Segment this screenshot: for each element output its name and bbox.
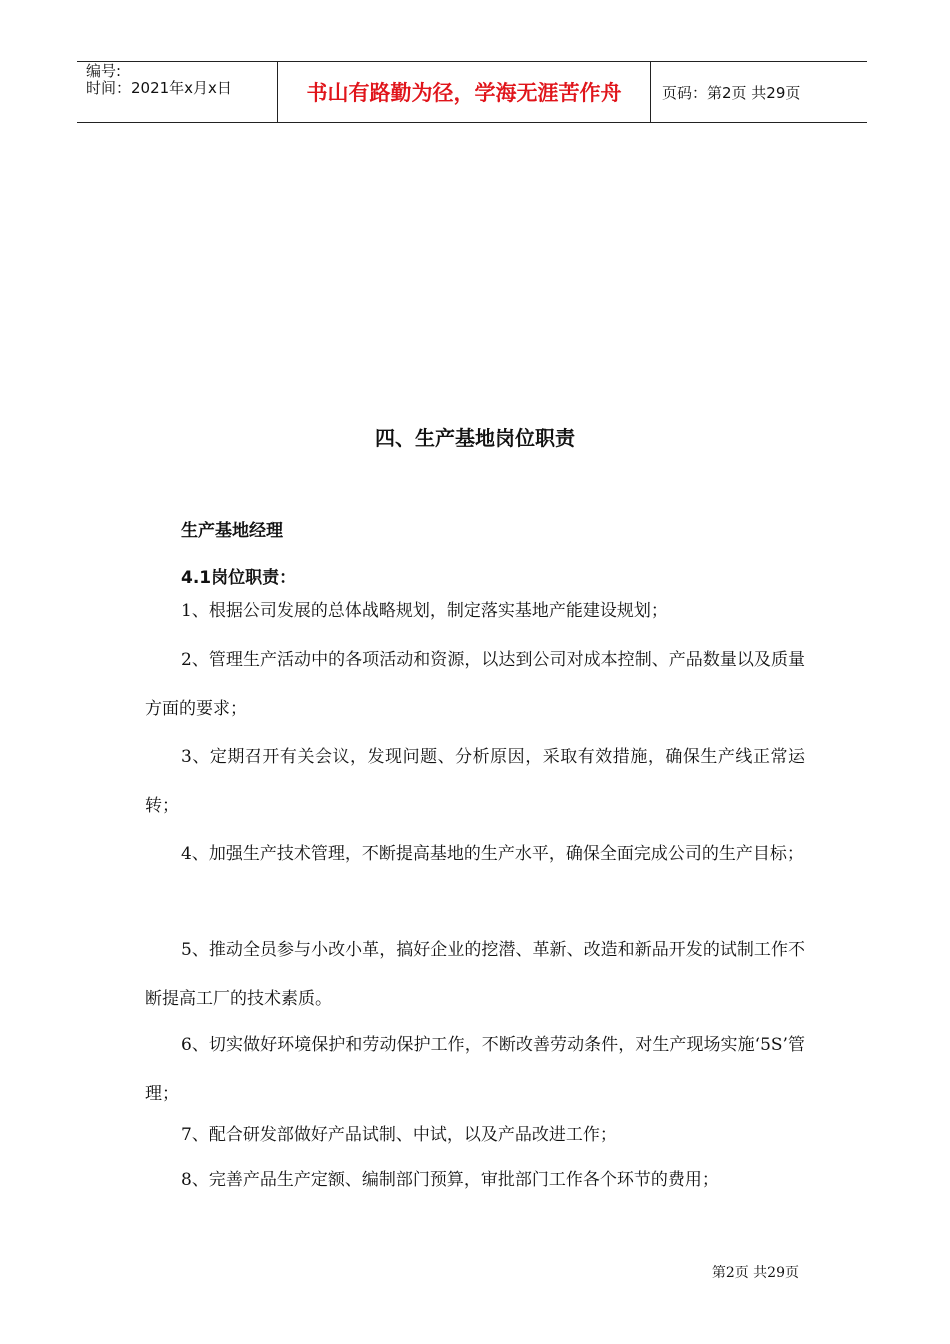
duty-item-5: 5、推动全员参与小改小革，搞好企业的挖潜、革新、改造和新品开发的试制工作不断提高工厂的技术素质。 (145, 940, 805, 1009)
page-footer: 第2页 共29页 (711, 1265, 799, 1281)
number-label: 编号: (86, 62, 122, 80)
duty-item-4: 4、加强生产技术管理，不断提高基地的生产水平，确保全面完成公司的生产目标； (181, 844, 804, 864)
duty-item-6: 6、切实做好环境保护和劳动保护工作，不断改善劳动条件，对生产现场实施‘5S’管理； (145, 1035, 805, 1104)
header-page-info: 页码：第2页 共29页 (662, 83, 801, 102)
page-header (77, 61, 867, 123)
duty-item-7: 7、配合研发部做好产品试制、中试，以及产品改进工作； (181, 1125, 617, 1145)
time-label: 时间：2021年x月x日 (86, 79, 232, 97)
role-title: 生产基地经理 (181, 521, 283, 541)
section-title: 四、生产基地岗位职责 (375, 426, 575, 450)
duty-item-2: 2、管理生产活动中的各项活动和资源，以达到公司对成本控制、产品数量以及质量方面的要求； (145, 650, 805, 719)
header-meta (77, 62, 278, 122)
duty-item-1: 1、根据公司发展的总体战略规划，制定落实基地产能建设规划； (181, 601, 668, 621)
header-motto: 书山有路勤为径，学海无涯苦作舟 (278, 62, 651, 122)
duty-item-8: 8、完善产品生产定额、编制部门预算，审批部门工作各个环节的费用； (181, 1170, 719, 1190)
duties-heading: 4.1岗位职责： (181, 568, 297, 588)
duty-item-3: 3、定期召开有关会议，发现问题、分析原因，采取有效措施，确保生产线正常运转； (145, 747, 805, 816)
